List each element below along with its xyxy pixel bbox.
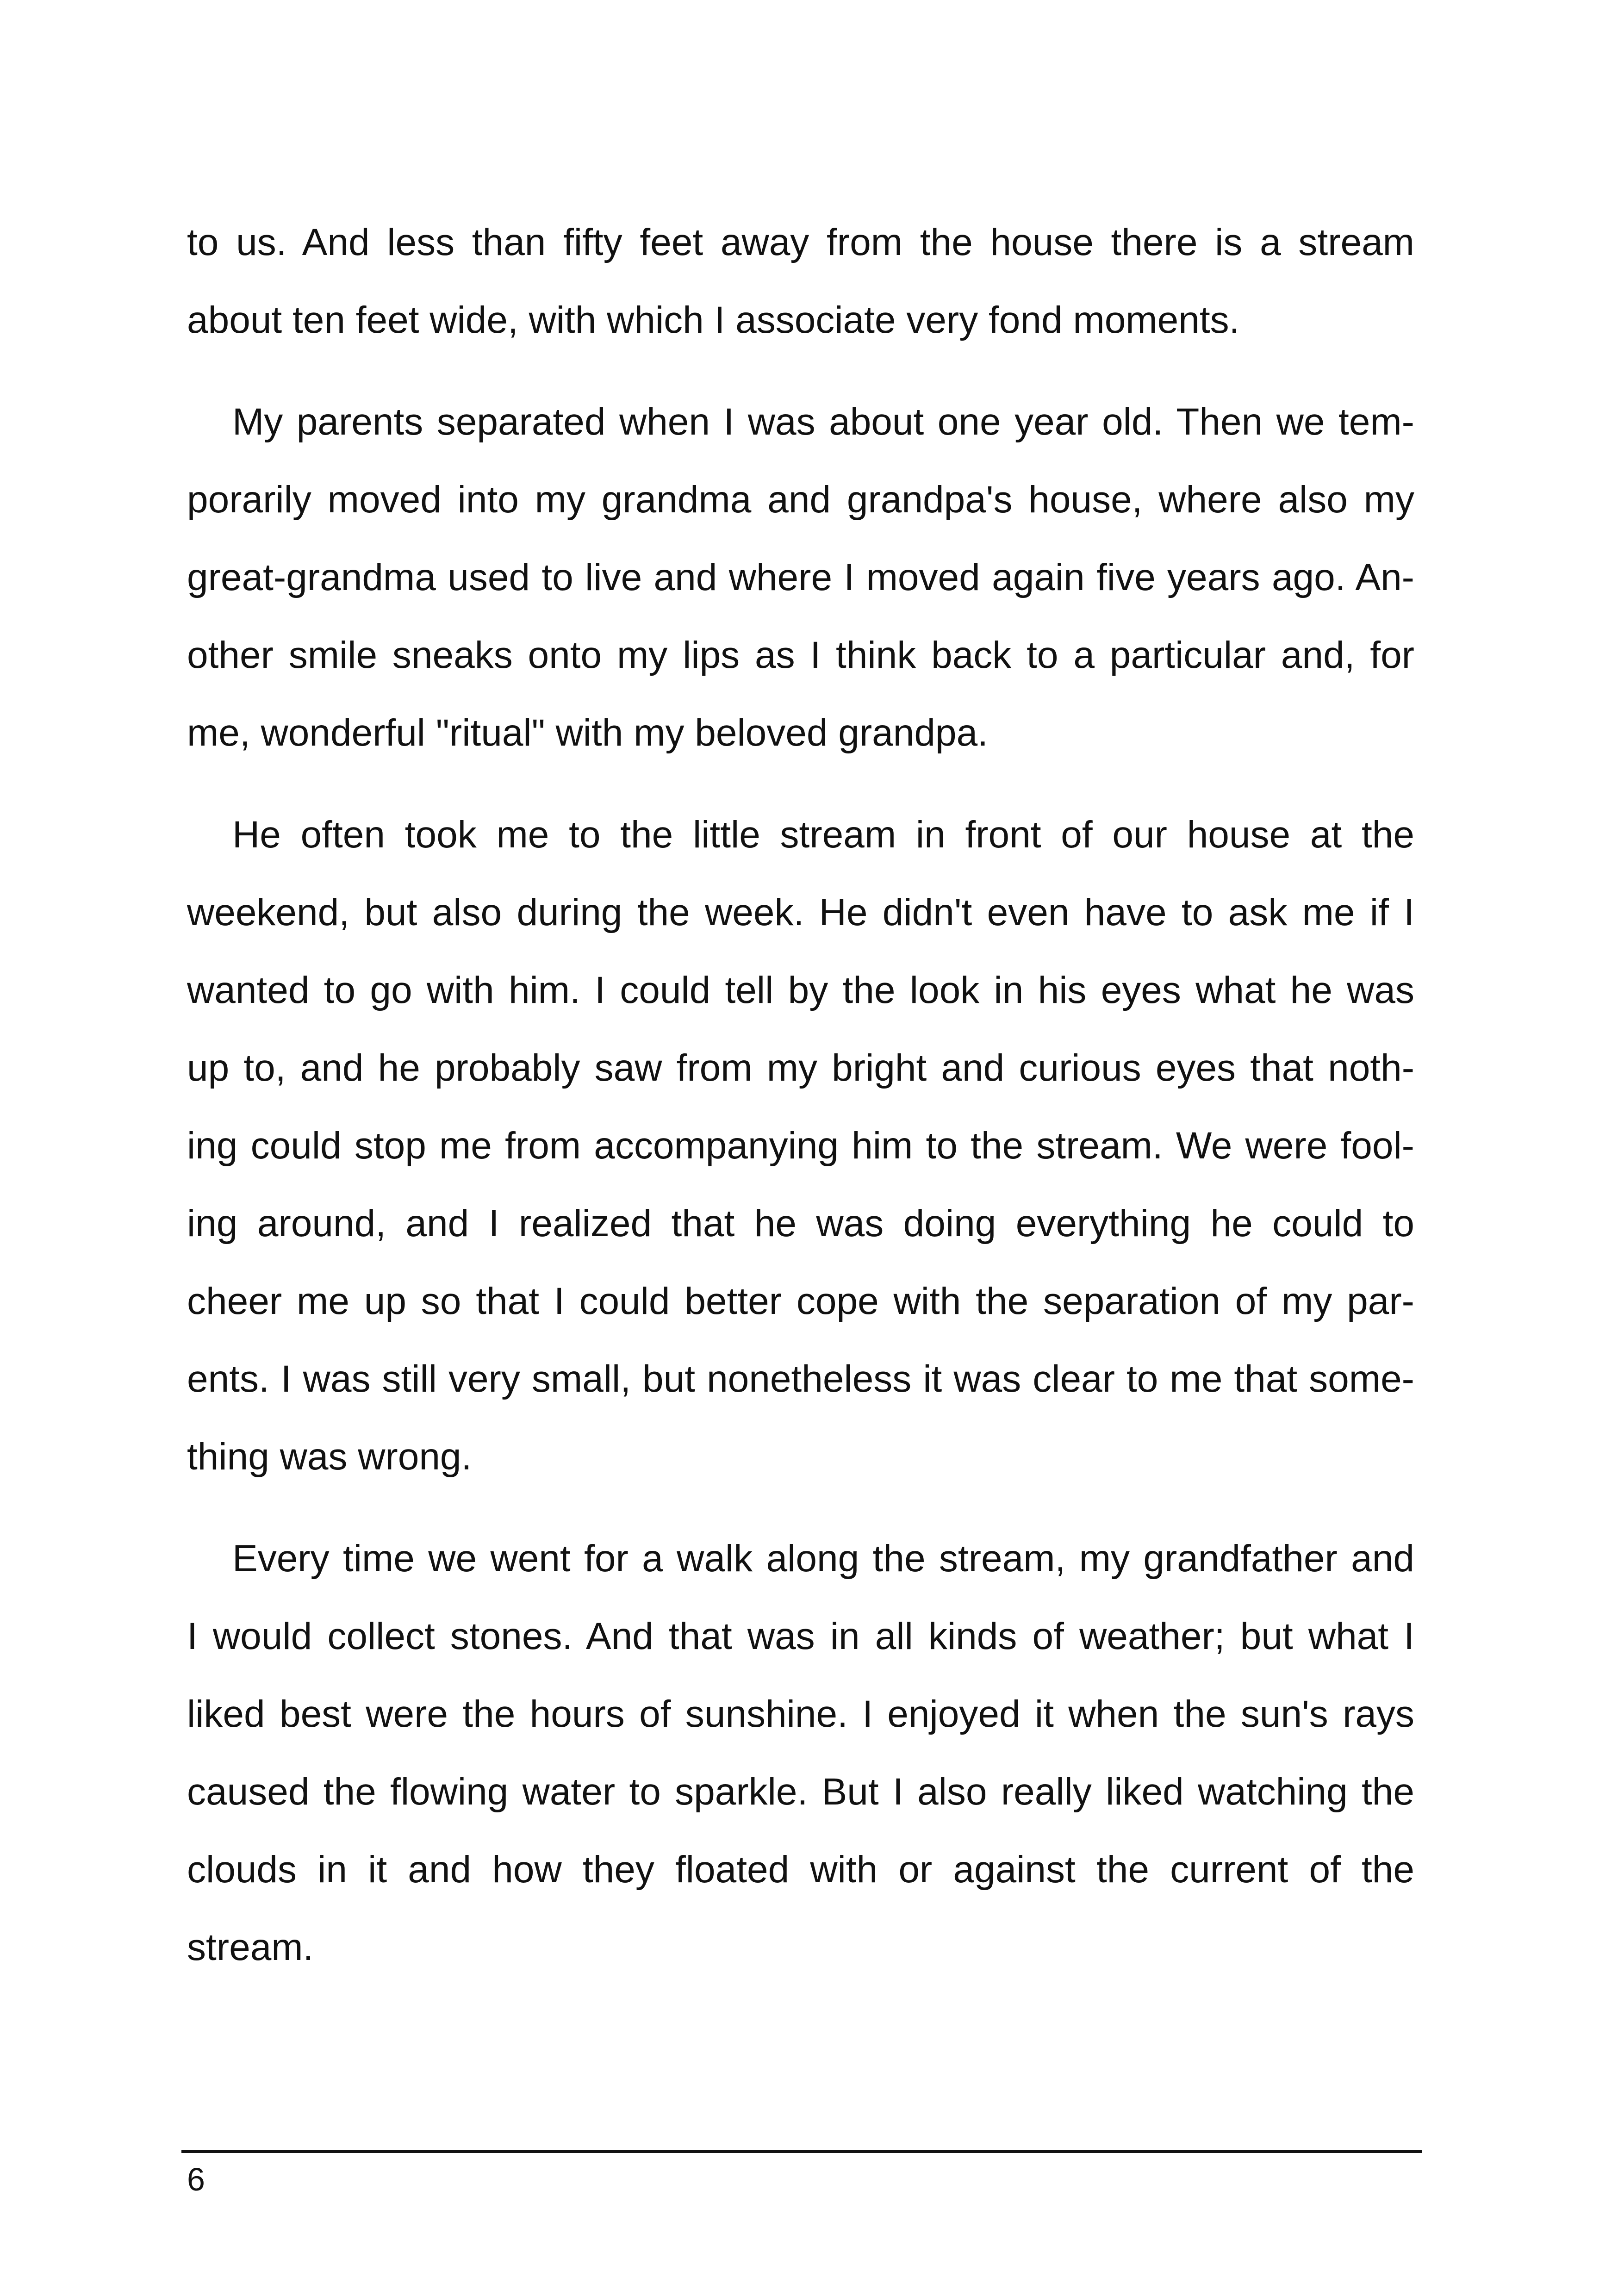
text-line: caused the flowing water to sparkle. But I also really liked watching the [187,1771,1414,1813]
text-line: up to, and he probably saw from my bright and curious eyes that noth- [187,1047,1414,1089]
text-line: to us. And less than fifty feet away from the house there is a stream [187,221,1414,263]
paragraph-gap [187,359,1414,383]
text-line: Every time we went for a walk along the stream, my grandfather and [232,1537,1414,1580]
body-text [187,204,1414,1986]
text-line: ents. I was still very small, but nonetheless it was clear to me that some- [187,1358,1414,1400]
text-line: weekend, but also during the week. He didn't even have to ask me if I [187,891,1414,933]
text-line: porarily moved into my grandma and grandpa's house, where also my [187,479,1414,521]
text-line: thing was wrong. [187,1436,472,1478]
paragraph-2 [187,383,1414,772]
text-line: cheer me up so that I could better cope with the separation of my par- [187,1280,1414,1322]
paragraph-1 [187,204,1414,359]
text-line: stream. [187,1926,314,1968]
footer-divider [181,2150,1422,2153]
text-line: liked best were the hours of sunshine. I enjoyed it when the sun's rays [187,1693,1414,1735]
page-number: 6 [187,2161,205,2197]
text-line: My parents separated when I was about one year old. Then we tem- [232,401,1414,443]
text-line: He often took me to the little stream in front of our house at the [232,814,1414,856]
text-line: clouds in it and how they floated with or against the current of the [187,1848,1414,1891]
text-line: wanted to go with him. I could tell by the look in his eyes what he was [187,969,1414,1011]
text-line: other smile sneaks onto my lips as I think back to a particular and, for [187,634,1414,676]
paragraph-gap [187,772,1414,796]
paragraph-gap [187,1496,1414,1520]
text-line: ing around, and I realized that he was doing everything he could to [187,1202,1414,1244]
text-line: great-grandma used to live and where I moved again five years ago. An- [187,556,1414,598]
paragraph-3 [187,796,1414,1496]
text-line: ing could stop me from accompanying him to the stream. We were fool- [187,1125,1414,1167]
text-line: I would collect stones. And that was in all kinds of weather; but what I [187,1615,1414,1657]
text-line: me, wonderful "ritual" with my beloved grandpa. [187,712,988,754]
text-line: about ten feet wide, with which I associate very fond moments. [187,299,1240,341]
paragraph-4 [187,1520,1414,1986]
